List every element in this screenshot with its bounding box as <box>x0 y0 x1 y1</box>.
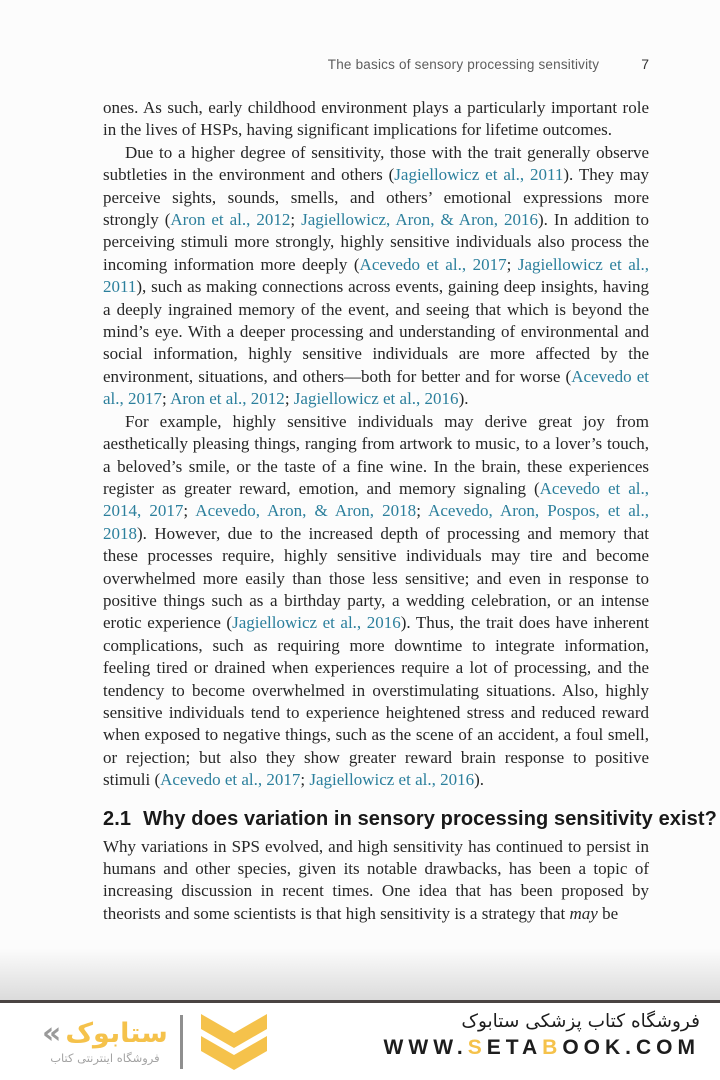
text-run: ; <box>284 389 294 409</box>
text-run: ), such as making connections across events, gaining deep insights, having a deeply ingrained memory of the event, and seeing that which is beyond the mind’s eye. With a deeper processing and understanding of environmental and social information, highly sensitive individuals are more affected by the environment, situations, and others—both for better and for worse ( <box>103 277 649 386</box>
text-run: ones. As such, early childhood environment plays a particularly important role in the lives of HSPs, having significant implications for lifetime outcomes. <box>103 98 649 140</box>
text-run: ; <box>290 210 302 230</box>
text-run: Why variations in SPS evolved, and high sensitivity has continued to persist in humans and other species, given its notable drawbacks, has been a topic of increasing discussion in recent times. One idea that has been proposed by theorists and some scientists is that high sensitivity is a strategy that <box>103 836 649 923</box>
text-run: be <box>597 903 619 923</box>
text-run: ). <box>474 770 485 790</box>
website-accent-letter: S <box>467 1036 487 1059</box>
citation-link[interactable]: Acevedo, Aron, Pospos, et al., 2018 <box>103 501 649 543</box>
text-run: ; <box>300 770 310 790</box>
text-run: ; <box>506 254 518 274</box>
text-run: Due to a higher degree of sensitivity, those with the trait generally observe subtleties in the environment and others ( <box>103 142 649 185</box>
running-head-title: The basics of sensory processing sensitivity <box>327 57 600 72</box>
citation-link[interactable]: Jagiellowicz et al., 2011 <box>394 165 564 185</box>
paragraph <box>103 836 649 926</box>
section-title: Why does variation in sensory processing sensitivity exist? <box>143 807 717 830</box>
setabook-wordmark-block <box>42 1015 168 1065</box>
website-accent-letter: B <box>542 1036 563 1059</box>
website-letters: WWW. <box>383 1036 468 1059</box>
setabook-logo <box>42 1010 273 1074</box>
store-name: فروشگاه کتاب پزشکی ستابوک <box>461 1011 700 1032</box>
paragraph <box>103 97 649 142</box>
text-run: ). They may perceive sights, sounds, smells, and others’ emotional expressions more strongly ( <box>103 165 649 230</box>
logo-divider <box>180 1015 183 1069</box>
text-run: For example, highly sensitive individuals may derive great joy from aesthetically pleasing things, ranging from artwork to music, to a lover’s touch, a beloved’s smile, or the taste of a fine wine. In the brain, these experiences register as greater reward, emotion, and memory signaling ( <box>103 411 649 498</box>
text-run: ). However, due to the increased depth of processing and memory that these processes require, highly sensitive individuals may tire and become overwhelmed more easily than those less sensitive; and even in response to positive things such as a birthday party, a wedding celebration, or an intense erotic experience ( <box>103 523 649 633</box>
website-letters: OOK.COM <box>562 1036 700 1059</box>
running-head <box>0 56 649 72</box>
citation-link[interactable]: Jagiellowicz et al., 2016 <box>309 770 475 790</box>
citation-link[interactable]: Jagiellowicz, Aron, & Aron, 2016 <box>301 210 538 230</box>
text-run: ; <box>416 501 429 521</box>
setabook-wordmark <box>42 1015 168 1051</box>
text-run: may <box>569 903 598 923</box>
citation-link[interactable]: Acevedo et al., 2014, 2017 <box>103 478 650 521</box>
citation-link[interactable]: Acevedo et al., 2017 <box>359 254 507 274</box>
double-left-chevron-icon: « <box>42 1015 62 1051</box>
bookstore-text-block <box>384 1011 700 1060</box>
text-run: ; <box>183 501 196 521</box>
citation-link[interactable]: Acevedo et al., 2017 <box>103 366 649 409</box>
citation-link[interactable]: Acevedo, Aron, & Aron, 2018 <box>195 501 417 521</box>
page-body <box>103 97 717 925</box>
citation-link[interactable]: Jagiellowicz et al., 2011 <box>103 254 649 297</box>
paragraph <box>103 411 649 792</box>
page-number: 7 <box>641 56 649 72</box>
setabook-chevron-emblem-icon <box>195 1010 273 1074</box>
text-run: ). <box>458 389 469 409</box>
citation-link[interactable]: Aron et al., 2012 <box>170 210 291 230</box>
section-number: 2.1 <box>103 807 132 830</box>
logo-tagline: فروشگاه اینترنتی کتاب <box>50 1050 160 1065</box>
page-bottom-shadow <box>0 948 720 1003</box>
citation-link[interactable]: Aron et al., 2012 <box>170 389 285 409</box>
text-run: ; <box>162 389 171 409</box>
bookstore-banner <box>0 1000 720 1080</box>
setabook-wordmark-text: ستابوک <box>65 1017 168 1049</box>
section-heading <box>103 807 717 831</box>
website-letters: ETA <box>486 1036 543 1059</box>
paragraph <box>103 142 649 411</box>
citation-link[interactable]: Jagiellowicz et al., 2016 <box>293 389 459 409</box>
citation-link[interactable]: Acevedo et al., 2017 <box>160 770 301 790</box>
text-run: ). Thus, the trait does have inherent complications, such as requiring more downtime to integrate information, feeling tired or drained when experiences require a lot of processing, and the tendency to become overwhelmed in overstimulating situations. Also, highly sensitive individuals tend to experience heightened stress and reduced reward when exposed to negative things, such as the scene of an accident, a foul smell, or rejection; but also they show greater reward brain response to positive stimuli ( <box>103 613 649 790</box>
citation-link[interactable]: Jagiellowicz et al., 2016 <box>232 613 401 633</box>
website-url[interactable] <box>384 1036 700 1060</box>
text-run: ). In addition to perceiving stimuli more strongly, highly sensitive individuals also process the incoming information more deeply ( <box>103 210 649 274</box>
